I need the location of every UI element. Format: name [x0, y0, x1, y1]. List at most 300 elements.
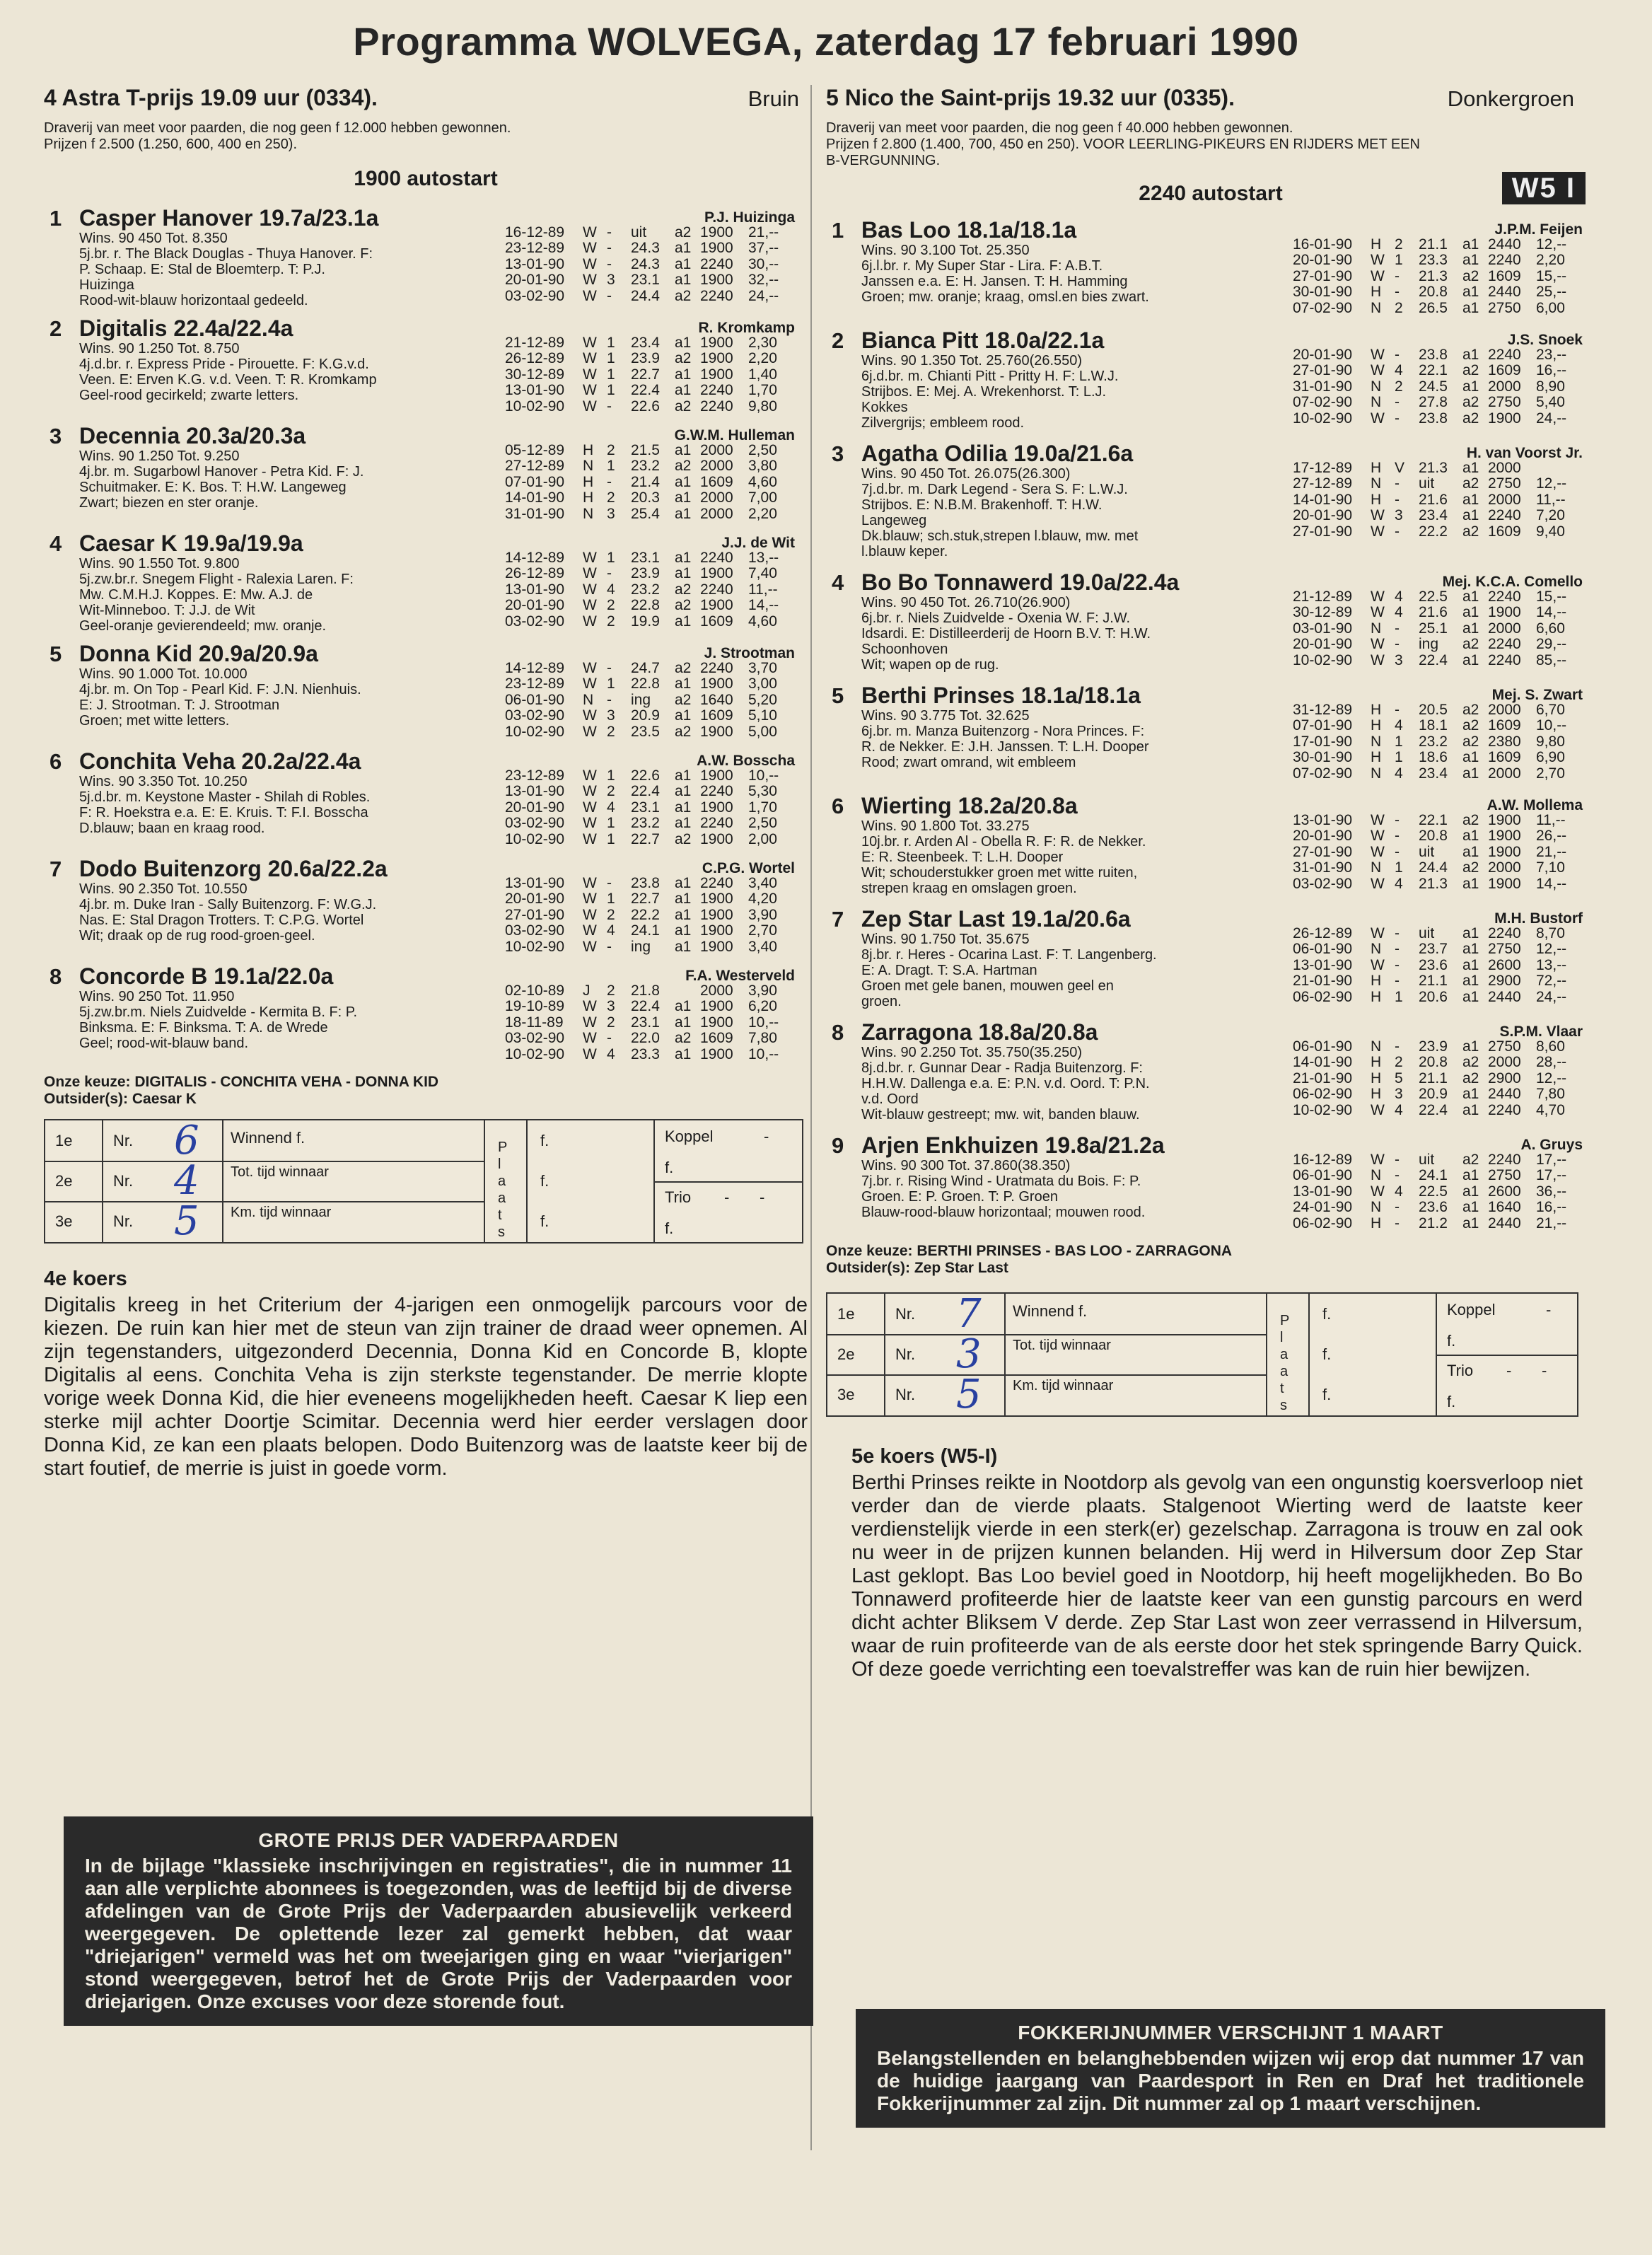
horse-entry: [826, 792, 1595, 896]
perf-track: H: [1371, 236, 1382, 253]
perf-track: N: [1371, 765, 1382, 782]
perf-place: -: [607, 691, 612, 708]
perf-distance: 2240: [1488, 636, 1521, 653]
horse-info-line: Wins. 90 450 Tot. 8.350: [79, 231, 228, 246]
horse-info-line: groen.: [861, 994, 902, 1009]
perf-date: 17-12-89: [1293, 460, 1353, 476]
perf-date: 20-01-90: [1293, 252, 1353, 269]
horse-name: Bianca Pitt 18.0a/22.1a: [861, 327, 1105, 353]
perf-distance: 2240: [1488, 507, 1521, 524]
horse-name: Agatha Odilia 19.0a/21.6a: [861, 441, 1134, 466]
perf-odds: 10,--: [748, 1014, 779, 1031]
horse-trainer: J.P.M. Feijen: [1494, 221, 1583, 238]
performance-row: [505, 708, 795, 724]
trio-dash: -: [1506, 1362, 1512, 1379]
perf-odds: 24,--: [1536, 988, 1567, 1005]
horse-info-line: Mw. C.M.H.J. Koppes. E: Mw. A.J. de: [79, 587, 313, 603]
perf-track: W: [583, 272, 597, 289]
perf-odds: 4,60: [748, 613, 777, 630]
perf-distance: 2600: [1488, 1183, 1521, 1200]
performance-row: [1293, 1168, 1583, 1183]
perf-track: H: [1371, 973, 1382, 990]
perf-date: 30-12-89: [1293, 604, 1353, 621]
perf-distance: 2240: [1488, 589, 1521, 605]
perf-time: 21.3: [1419, 875, 1448, 892]
handwritten-number: 6: [174, 1118, 199, 1164]
perf-odds: 7,00: [748, 489, 777, 506]
horse-info-line: Rood-wit-blauw horizontaal gedeeld.: [79, 293, 308, 308]
perf-time: 22.4: [631, 783, 660, 800]
perf-distance: 1900: [700, 1014, 733, 1031]
perf-start: a1: [1462, 507, 1479, 524]
perf-time: 20.8: [1419, 828, 1448, 845]
perf-place: 4: [1395, 765, 1403, 782]
performance-row: [505, 443, 795, 458]
perf-place: -: [1395, 1167, 1400, 1184]
horse-info-line: Wins. 90 3.100 Tot. 25.350: [861, 243, 1030, 258]
performance-row: [1293, 734, 1583, 750]
perf-distance: 2900: [1488, 1069, 1521, 1086]
perf-date: 31-01-90: [1293, 859, 1353, 876]
perf-time: 19.9: [631, 613, 660, 630]
perf-odds: 9,80: [1536, 733, 1565, 750]
perf-odds: 14,--: [1536, 875, 1567, 892]
perf-distance: 2000: [1488, 765, 1521, 782]
horse-info-line: Rood; zwart omrand, wit embleem: [861, 755, 1076, 770]
perf-odds: 12,--: [1536, 236, 1567, 253]
perf-time: 23.5: [631, 723, 660, 740]
perf-odds: 3,00: [748, 676, 777, 692]
perf-distance: 2900: [1488, 973, 1521, 990]
perf-date: 13-01-90: [1293, 812, 1353, 828]
perf-place: -: [1395, 1215, 1400, 1231]
horse-info-line: Wins. 90 2.350 Tot. 10.550: [79, 881, 248, 897]
notice-fokkerijnummer: [856, 2009, 1605, 2128]
perf-track: W: [583, 613, 597, 630]
perf-distance: 1900: [700, 335, 733, 351]
perf-start: a2: [1462, 1054, 1479, 1071]
horse-info-line: 8j.d.br. r. Gunnar Dear - Radja Buitenzorg. F:: [861, 1060, 1143, 1076]
perf-odds: 7,80: [748, 1030, 777, 1047]
perf-track: H: [1371, 717, 1382, 734]
perf-start: a1: [1462, 941, 1479, 958]
horse-info-line: Kokkes: [861, 400, 908, 415]
horse-info-line: Wins. 90 3.775 Tot. 32.625: [861, 708, 1030, 724]
perf-distance: 2240: [1488, 1101, 1521, 1118]
race-4-conditions: [44, 120, 723, 153]
perf-date: 26-12-89: [1293, 925, 1353, 941]
horse-name: Concorde B 19.1a/22.0a: [79, 963, 334, 989]
horse-info-line: H.H.W. Dallenga e.a. E: P.N. v.d. Oord. T: P.N.: [861, 1076, 1150, 1091]
horse-info-line: Wins. 90 450 Tot. 26.710(26.900): [861, 595, 1071, 610]
horse-entry: [826, 1131, 1595, 1233]
horse-name: Bas Loo 18.1a/18.1a: [861, 217, 1077, 243]
koppel-amount: f.: [1447, 1332, 1456, 1350]
perf-distance: 1640: [700, 691, 733, 708]
grid-line: [1308, 1294, 1310, 1415]
grid-line: [884, 1294, 885, 1415]
perf-track: H: [1371, 1086, 1382, 1103]
horse-body: [44, 767, 808, 849]
outsider-label: Outsider(s):: [44, 1091, 129, 1107]
perf-place: 3: [1395, 507, 1403, 524]
perf-time: 21.3: [1419, 460, 1448, 476]
performance-table: [1293, 813, 1583, 892]
perf-place: 5: [1395, 1069, 1403, 1086]
perf-time: 24.3: [631, 255, 660, 272]
performance-row: [1293, 637, 1583, 652]
horse-entry: [44, 422, 808, 523]
perf-start: a2: [1462, 1069, 1479, 1086]
perf-place: 4: [607, 922, 615, 939]
perf-odds: 28,--: [1536, 1054, 1567, 1071]
plaats-amount: f.: [1322, 1345, 1332, 1363]
race-5-color: Donkergroen: [1447, 86, 1574, 111]
performance-row: [1293, 766, 1583, 782]
perf-track: W: [583, 906, 597, 923]
perf-odds: 15,--: [1536, 589, 1567, 605]
horse-body: [44, 442, 808, 523]
perf-start: a1: [1462, 378, 1479, 395]
race-5-condition-line: B-VERGUNNING.: [826, 153, 941, 168]
perf-time: ing: [1419, 636, 1439, 653]
perf-distance: 2750: [1488, 394, 1521, 411]
perf-date: 20-01-90: [1293, 828, 1353, 845]
horse-info-line: Nas. E: Stal Dragon Trotters. T: C.P.G. Wortel: [79, 912, 364, 928]
perf-distance: 1900: [700, 240, 733, 257]
perf-distance: 2000: [1488, 1054, 1521, 1071]
perf-track: N: [1371, 733, 1382, 750]
perf-time: 23.8: [1419, 347, 1448, 363]
perf-track: W: [583, 287, 597, 304]
perf-date: 27-01-90: [1293, 523, 1353, 540]
perf-place: 1: [607, 350, 615, 367]
race-5-start: [826, 172, 1595, 207]
perf-date: 03-02-90: [505, 287, 565, 304]
perf-time: 23.7: [1419, 941, 1448, 958]
perf-distance: 2380: [1488, 733, 1521, 750]
grid-line: [827, 1374, 1266, 1376]
horse-number: 5: [50, 642, 62, 666]
horse-name: Digitalis 22.4a/22.4a: [79, 315, 293, 341]
perf-odds: 6,70: [1536, 702, 1565, 718]
perf-date: 21-12-89: [505, 335, 565, 351]
perf-distance: 2240: [700, 660, 733, 676]
perf-start: a2: [675, 723, 692, 740]
horse-info-line: 7j.d.br. m. Dark Legend - Sera S. F: L.W.J.: [861, 482, 1128, 497]
perf-start: a1: [1462, 875, 1479, 892]
perf-place: 2: [607, 783, 615, 800]
perf-time: 22.4: [1419, 651, 1448, 668]
perf-distance: 2240: [700, 581, 733, 598]
performance-table: [505, 983, 795, 1062]
horse-number: 6: [50, 749, 62, 774]
perf-place: 3: [1395, 1086, 1403, 1103]
horse-info-line: Wins. 90 1.250 Tot. 8.750: [79, 341, 240, 356]
horse-info-line: Wit-Minneboo. T: J.J. de Wit: [79, 603, 255, 618]
koppel-dash: -: [1546, 1301, 1552, 1318]
horse-number: 7: [50, 857, 62, 881]
perf-date: 23-12-89: [505, 240, 565, 257]
perf-start: a1: [675, 473, 692, 490]
perf-start: a1: [1462, 460, 1479, 476]
perf-time: 24.3: [631, 240, 660, 257]
horse-info-line: 6j.br. r. Niels Zuidvelde - Oxenia W. F: J.W.: [861, 610, 1131, 626]
horse-info-line: 10j.br. r. Arden Al - Obella R. F: R. de Nekker.: [861, 834, 1146, 850]
horse-info-line: Groen; mw. oranje; kraag, omsl.en bies zwart.: [861, 289, 1149, 305]
perf-start: a1: [675, 272, 692, 289]
perf-time: 23.1: [631, 1014, 660, 1031]
perf-time: 21.6: [1419, 491, 1448, 508]
horse-body: [826, 347, 1595, 431]
horse-info-line: Wins. 90 2.250 Tot. 35.750(35.250): [861, 1045, 1083, 1060]
perf-distance: 1900: [700, 767, 733, 784]
perf-time: 25.4: [631, 505, 660, 522]
horse-info-line: Huizinga: [79, 277, 134, 293]
horse-info-line: Janssen e.a. E: H. Jansen. T: H. Hamming: [861, 274, 1128, 289]
perf-track: W: [583, 783, 597, 800]
race-4-color: Bruin: [748, 86, 799, 111]
perf-place: 2: [607, 982, 615, 999]
perf-place: 1: [607, 550, 615, 566]
perf-track: W: [1371, 604, 1385, 621]
perf-time: 23.2: [631, 815, 660, 832]
horse-trainer: J.J. de Wit: [721, 535, 795, 551]
horse-info-line: 5j.d.br. m. Keystone Master - Shilah di Robles.: [79, 789, 371, 805]
horse-info-line: 4j.d.br. r. Express Pride - Pirouette. F: K.G.v.d.: [79, 356, 369, 372]
horse-entry: [44, 204, 808, 308]
perf-place: -: [1395, 941, 1400, 958]
perf-distance: 2000: [1488, 491, 1521, 508]
perf-start: a1: [1462, 284, 1479, 301]
notice-title: GROTE PRIJS DER VADERPAARDEN: [258, 1829, 619, 1851]
perf-place: -: [1395, 284, 1400, 301]
performance-row: [505, 676, 795, 692]
race-5-commentary: [851, 1445, 1583, 1681]
perf-place: 4: [607, 1045, 615, 1062]
perf-track: W: [1371, 589, 1385, 605]
perf-time: 22.8: [631, 597, 660, 614]
perf-place: -: [1395, 828, 1400, 845]
perf-track: W: [583, 350, 597, 367]
commentary-title: 4e koers: [44, 1268, 127, 1290]
horse-name: Zarragona 18.8a/20.8a: [861, 1019, 1098, 1045]
perf-place: 3: [1395, 651, 1403, 668]
perf-place: 1: [607, 676, 615, 692]
perf-date: 03-02-90: [505, 613, 565, 630]
perf-place: 2: [607, 906, 615, 923]
perf-distance: 1609: [1488, 523, 1521, 540]
perf-start: a2: [1462, 394, 1479, 411]
performance-row: [1293, 284, 1583, 300]
performance-row: [1293, 941, 1583, 957]
performance-table: [1293, 460, 1583, 540]
perf-time: ing: [631, 938, 651, 955]
nr-label: Nr.: [113, 1132, 134, 1149]
perf-date: 21-01-90: [1293, 1069, 1353, 1086]
perf-place: -: [1395, 475, 1400, 492]
perf-time: 21.5: [631, 442, 660, 458]
perf-track: W: [583, 335, 597, 351]
perf-time: 23.4: [1419, 507, 1448, 524]
perf-place: 2: [1395, 1054, 1403, 1071]
performance-row: [505, 816, 795, 831]
perf-start: a1: [675, 783, 692, 800]
perf-odds: 12,--: [1536, 941, 1567, 958]
perf-distance: 1900: [700, 922, 733, 939]
perf-place: 4: [607, 581, 615, 598]
perf-date: 06-02-90: [1293, 988, 1353, 1005]
horse-info-line: Wins. 90 1.550 Tot. 9.800: [79, 556, 240, 572]
perf-odds: 10,--: [748, 1045, 779, 1062]
performance-row: [1293, 845, 1583, 860]
perf-place: -: [1395, 636, 1400, 653]
perf-time: 23.1: [631, 550, 660, 566]
horse-info: [861, 1158, 1257, 1220]
perf-time: 22.7: [631, 366, 660, 383]
perf-time: 20.8: [1419, 1054, 1448, 1071]
perf-odds: 21,--: [1536, 1215, 1567, 1231]
perf-start: a2: [675, 597, 692, 614]
performance-row: [1293, 926, 1583, 941]
perf-time: 23.8: [1419, 410, 1448, 427]
performance-table: [1293, 702, 1583, 782]
perf-distance: 1900: [700, 597, 733, 614]
perf-start: a1: [1462, 765, 1479, 782]
perf-odds: 8,70: [1536, 925, 1565, 941]
plaats-amount: f.: [540, 1172, 549, 1190]
perf-date: 13-01-90: [505, 783, 565, 800]
perf-distance: 2600: [1488, 956, 1521, 973]
perf-start: a2: [675, 287, 692, 304]
perf-odds: 4,60: [748, 473, 777, 490]
perf-start: a1: [675, 565, 692, 582]
perf-start: a1: [675, 891, 692, 908]
race-5-start-text: 2240 autostart: [1139, 182, 1283, 205]
perf-track: W: [1371, 507, 1385, 524]
performance-row: [1293, 1086, 1583, 1102]
horse-trainer: C.P.G. Wortel: [702, 860, 795, 876]
perf-odds: 24,--: [1536, 410, 1567, 427]
perf-place: 4: [1395, 604, 1403, 621]
horse-info: [861, 1045, 1257, 1123]
performance-row: [505, 257, 795, 272]
horse-info: [79, 556, 475, 634]
perf-time: 22.1: [1419, 362, 1448, 379]
perf-track: W: [1371, 843, 1385, 860]
horse-info: [79, 448, 475, 511]
perf-start: a2: [1462, 1152, 1479, 1168]
perf-date: 14-01-90: [505, 489, 565, 506]
perf-place: -: [1395, 523, 1400, 540]
result-label: Km. tijd winnaar: [1013, 1378, 1114, 1393]
perf-time: 22.6: [631, 398, 660, 415]
perf-place: 2: [607, 613, 615, 630]
performance-row: [505, 458, 795, 474]
race-5-header: [826, 85, 1595, 116]
perf-start: a1: [675, 1014, 692, 1031]
perf-odds: 8,60: [1536, 1038, 1565, 1055]
perf-odds: 25,--: [1536, 284, 1567, 301]
horse-info: [79, 231, 475, 308]
horse-info-line: Wins. 90 3.350 Tot. 10.250: [79, 774, 248, 789]
perf-odds: 1,40: [748, 366, 777, 383]
perf-track: W: [583, 550, 597, 566]
performance-row: [505, 923, 795, 939]
perf-date: 10-02-90: [505, 830, 565, 847]
horse-info-line: Groen; met witte letters.: [79, 713, 230, 729]
perf-track: W: [583, 1014, 597, 1031]
perf-start: a1: [1462, 620, 1479, 637]
perf-date: 26-12-89: [505, 565, 565, 582]
perf-place: -: [1395, 843, 1400, 860]
perf-time: uit: [1419, 1152, 1435, 1168]
performance-row: [505, 939, 795, 955]
horse-entry: [44, 314, 808, 416]
choice-value: BERTHI PRINSES - BAS LOO - ZARRAGONA: [917, 1243, 1233, 1259]
handwritten-number: 5: [956, 1372, 982, 1418]
trio-label: Trio: [1447, 1362, 1474, 1379]
perf-start: a1: [1462, 956, 1479, 973]
perf-distance: 2000: [1488, 702, 1521, 718]
perf-time: 22.4: [631, 998, 660, 1015]
perf-start: a2: [1462, 812, 1479, 828]
perf-track: W: [583, 723, 597, 740]
perf-date: 30-01-90: [1293, 749, 1353, 766]
horse-name: Arjen Enkhuizen 19.8a/21.2a: [861, 1132, 1165, 1158]
perf-distance: 1900: [700, 224, 733, 240]
handwritten-number: 5: [174, 1198, 199, 1244]
perf-track: J: [583, 982, 591, 999]
perf-time: 23.9: [1419, 1038, 1448, 1055]
perf-time: 22.5: [1419, 589, 1448, 605]
perf-time: 18.6: [1419, 749, 1448, 766]
performance-row: [1293, 411, 1583, 427]
horse-entry: [826, 216, 1595, 318]
perf-time: 23.6: [1419, 1199, 1448, 1216]
perf-distance: 2240: [1488, 651, 1521, 668]
horse-info-line: Groen met gele banen, mouwen geel en: [861, 978, 1114, 994]
performance-row: [1293, 1216, 1583, 1231]
perf-track: H: [1371, 988, 1382, 1005]
horse-name: Dodo Buitenzorg 20.6a/22.2a: [79, 856, 388, 881]
horse-number: 3: [50, 424, 62, 448]
perf-place: 1: [1395, 988, 1403, 1005]
perf-time: 26.5: [1419, 299, 1448, 316]
perf-date: 27-01-90: [1293, 362, 1353, 379]
perf-time: 23.9: [631, 350, 660, 367]
perf-track: N: [583, 691, 594, 708]
perf-start: a2: [1462, 267, 1479, 284]
perf-distance: 2240: [700, 550, 733, 566]
commentary-title: 5e koers (W5-I): [851, 1445, 998, 1468]
perf-time: 23.4: [1419, 765, 1448, 782]
perf-distance: 2000: [700, 442, 733, 458]
perf-date: 30-12-89: [505, 366, 565, 383]
performance-row: [1293, 860, 1583, 876]
perf-place: 4: [1395, 1183, 1403, 1200]
perf-place: 1: [1395, 733, 1403, 750]
horse-info-line: 8j.br. r. Heres - Ocarina Last. F: T. Langenberg.: [861, 947, 1157, 963]
perf-place: 4: [1395, 362, 1403, 379]
performance-row: [505, 661, 795, 676]
perf-start: a1: [1462, 252, 1479, 269]
perf-start: a2: [1462, 733, 1479, 750]
perf-start: a2: [675, 660, 692, 676]
grid-line: [827, 1334, 1266, 1335]
perf-start: a1: [1462, 973, 1479, 990]
perf-track: W: [583, 998, 597, 1015]
